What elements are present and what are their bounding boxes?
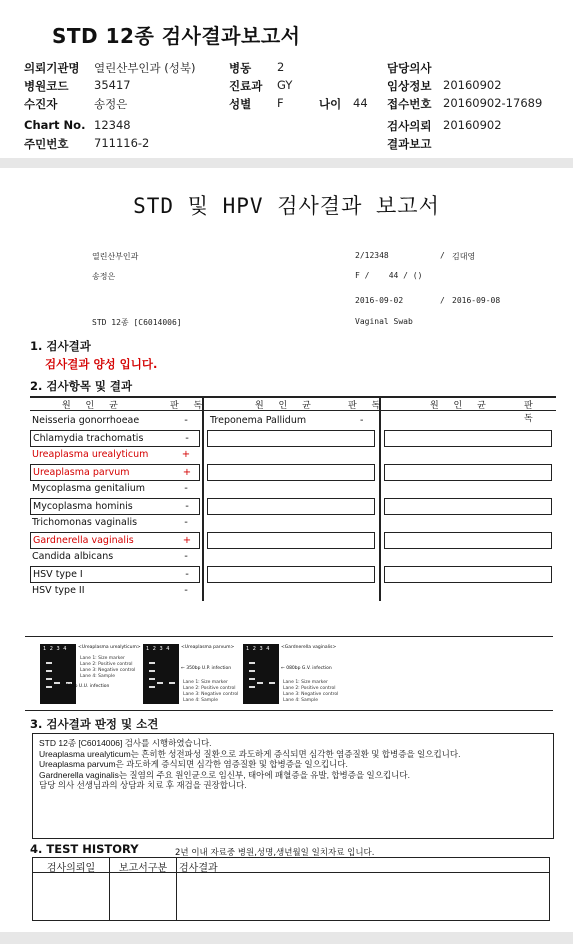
empty-result-box <box>384 532 552 549</box>
organism-result: + <box>182 535 192 546</box>
gel-panel <box>243 644 343 706</box>
label-patient: 수진자 <box>24 97 58 111</box>
gel-panel <box>143 644 243 706</box>
report-patient: 송정은 <box>92 272 116 281</box>
label-age: 나이 <box>319 97 342 111</box>
gel-band <box>269 682 275 684</box>
col1-header-organism: 원 인 균 <box>62 401 124 411</box>
gel-band <box>149 670 155 672</box>
gel-panel <box>40 644 140 706</box>
gel-band <box>257 682 263 684</box>
organism-row <box>30 464 200 481</box>
label-receipt-no: 접수번호 <box>387 97 432 111</box>
label-clinical-info: 임상정보 <box>387 79 432 93</box>
gel-band-label: ← 220bp U.U. infection <box>58 684 110 689</box>
organism-row <box>30 549 200 566</box>
history-note: 2년 이내 자료중 병원,성명,생년월일 일치자료 입니다. <box>175 848 375 858</box>
gel-legend-line: Lane 4: Sample <box>183 698 218 703</box>
section-3-title: 3. 검사결과 판정 및 소견 <box>30 717 159 731</box>
report-doctor: 김대영 <box>452 252 476 261</box>
col1-header-result: 판 독 <box>170 401 209 411</box>
gel-band <box>46 670 52 672</box>
gel-legend <box>80 656 135 680</box>
comment-box <box>32 733 554 839</box>
col2-row <box>210 413 375 429</box>
gel-image <box>40 644 76 704</box>
report-date1: 2016-09-02 <box>355 296 404 305</box>
gel-band <box>149 662 155 664</box>
gel-band <box>249 686 255 688</box>
organism-row <box>30 481 200 498</box>
bottom-bar <box>0 932 573 944</box>
organism-row <box>30 413 200 430</box>
organism-result: - <box>184 517 188 528</box>
organism-row <box>30 532 200 549</box>
section-1-title: 1. 검사결과 <box>30 339 91 353</box>
organism-result: - <box>184 585 188 596</box>
value-sex: F <box>277 96 284 110</box>
empty-result-box <box>207 532 375 549</box>
gel-band <box>249 670 255 672</box>
label-doctor: 담당의사 <box>387 61 432 75</box>
report-ward-chart: 2/12348 <box>355 251 389 260</box>
organism-name: Gardnerella vaginalis <box>33 535 134 546</box>
history-header-date: 검사의뢰일 <box>46 863 96 874</box>
gel-band <box>169 682 175 684</box>
label-request-date: 검사의뢰 <box>387 119 432 133</box>
gel-legend-line: Lane 1: Size marker <box>80 656 125 661</box>
value-hospital-code: 35417 <box>94 78 131 92</box>
section-divider <box>0 158 573 168</box>
lane-numbers: 1 2 3 4 <box>246 646 271 652</box>
overall-result: 검사결과 양성 입니다. <box>45 357 158 371</box>
label-department: 진료과 <box>229 79 263 93</box>
gel-band-label: ← 080bp G.V. infection <box>281 666 332 671</box>
report-date-sep: / <box>440 296 445 305</box>
gel-legend-line: Lane 3: Negative control <box>183 692 239 697</box>
gel-legend-line: Lane 1: Size marker <box>283 680 328 685</box>
organism-row <box>30 515 200 532</box>
gel-top-line <box>25 636 553 637</box>
organism-result: - <box>185 569 189 580</box>
organism-name: Chlamydia trachomatis <box>33 433 144 444</box>
gel-image <box>243 644 279 704</box>
organism-result: - <box>184 551 188 562</box>
report-specimen: Vaginal Swab <box>355 317 413 326</box>
empty-result-box <box>384 498 552 515</box>
gel-band <box>249 662 255 664</box>
comment-line: 담당 의사 선생님과의 상담과 치료 후 재검을 권장합니다. <box>39 780 247 790</box>
col2-header-organism: 원 인 균 <box>255 401 317 411</box>
value-resident-no: 711116-2 <box>94 136 150 150</box>
value-clinical-info: 20160902 <box>443 78 502 92</box>
value-patient: 송정은 <box>94 97 128 111</box>
organism-name: Ureaplasma urealyticum <box>32 449 149 460</box>
label-sex: 성별 <box>229 97 252 111</box>
value-ward: 2 <box>277 60 285 74</box>
gel-band <box>157 682 163 684</box>
organism-result: + <box>181 449 191 460</box>
report-doctor-sep: / <box>440 251 445 260</box>
result-table <box>30 396 556 606</box>
label-resident-no: 주민번호 <box>24 137 69 151</box>
organism-name: Neisseria gonorrhoeae <box>32 415 140 426</box>
label-chart-no: Chart No. <box>24 118 86 132</box>
organism-name: Candida albicans <box>32 551 114 562</box>
gel-caption: <Ureaplasma parvum> <box>181 645 235 650</box>
lane-numbers: 1 2 3 4 <box>43 646 68 652</box>
empty-result-box <box>207 464 375 481</box>
label-ward: 병동 <box>229 61 252 75</box>
organism-result: - <box>360 415 364 426</box>
organism-result: + <box>182 467 192 478</box>
history-header-type: 보고서구분 <box>118 863 168 874</box>
empty-result-box <box>207 498 375 515</box>
report-test-code: STD 12종 [C6014006] <box>92 318 182 327</box>
organism-name: Mycoplasma hominis <box>33 501 133 512</box>
organism-name: Treponema Pallidum <box>210 415 307 426</box>
gel-legend-line: Lane 4: Sample <box>283 698 318 703</box>
comment-line: Ureaplasma urealyticum는 흔히한 성전파성 질환으로 과도하게 증식되면 심각한 염증질환 및 합병증을 일으킵니다. <box>39 748 461 759</box>
gel-legend <box>183 680 238 704</box>
gel-band <box>149 678 155 680</box>
value-age: 44 <box>353 96 368 110</box>
gel-legend-line: Lane 2: Positive control <box>283 686 336 691</box>
comment-line: Ureaplasma parvum은 과도하게 증식되면 심각한 염증질환 및 합병증을 일으킵니다. <box>39 759 348 769</box>
gel-legend-line: Lane 2: Positive control <box>80 662 133 667</box>
header-col3 <box>387 60 567 154</box>
header-col1 <box>24 60 224 154</box>
col3-header-organism: 원 인 균 <box>430 401 492 411</box>
gel-band <box>46 662 52 664</box>
value-receipt-no: 20160902-17689 <box>443 96 543 110</box>
table-divider-1 <box>202 396 204 601</box>
comment-line: Gardnerella vaginalis는 질염의 주요 원인균으로 임신부, 태아에 패혈증을 유발, 합병증을 일으킵니다. <box>39 769 410 780</box>
gel-bottom-line <box>25 710 553 711</box>
report-date2: 2016-09-08 <box>452 296 501 305</box>
organism-name: HSV type II <box>32 585 85 596</box>
gel-legend-line: Lane 2: Positive control <box>183 686 236 691</box>
gel-legend-line: Lane 3: Negative control <box>283 692 339 697</box>
value-chart-no: 12348 <box>94 118 131 132</box>
organism-result: - <box>185 501 189 512</box>
label-result-report: 결과보고 <box>387 137 432 151</box>
organism-result: - <box>184 483 188 494</box>
gel-band-label: ← 350bp U.P. infection <box>181 666 232 671</box>
report-hospital: 열린산부인과 <box>92 252 139 261</box>
report-sex-age: F / 44 / () <box>355 271 423 280</box>
gel-legend-line: Lane 3: Negative control <box>80 668 136 673</box>
organism-name: HSV type I <box>33 569 83 580</box>
gel-image <box>143 644 179 704</box>
organism-row <box>30 583 200 600</box>
label-hospital-code: 병원코드 <box>24 79 69 93</box>
empty-result-box <box>207 430 375 447</box>
report-title: STD 12종 검사결과보고서 <box>52 24 301 48</box>
comment-line: STD 12종 [C6014006] 검사를 시행하였습니다. <box>39 738 212 748</box>
value-department: GY <box>277 78 293 92</box>
gel-caption: <Gardnerella vaginalis> <box>281 645 337 650</box>
value-institution: 열린산부인과 (성북) <box>94 61 196 75</box>
organism-row <box>30 447 200 464</box>
gel-legend-line: Lane 1: Size marker <box>183 680 228 685</box>
organism-row <box>30 498 200 515</box>
report-subtitle: STD 및 HPV 검사결과 보고서 <box>133 194 440 218</box>
col1-rows <box>30 413 200 600</box>
table-divider-2 <box>379 396 381 601</box>
gel-band <box>249 678 255 680</box>
history-table <box>32 857 550 921</box>
empty-result-box <box>384 566 552 583</box>
organism-row <box>30 430 200 447</box>
empty-result-box <box>384 464 552 481</box>
label-institution: 의뢰기관명 <box>24 61 80 75</box>
history-header-result: 검사결과 <box>179 863 218 874</box>
section-4-title: 4. TEST HISTORY <box>30 842 139 856</box>
empty-result-box <box>207 566 375 583</box>
organism-name: Ureaplasma parvum <box>33 467 130 478</box>
gel-band <box>149 686 155 688</box>
comment-text <box>39 738 547 791</box>
col3-header-result: 판 독 <box>524 401 539 424</box>
organism-result: - <box>184 415 188 426</box>
col2-header-result: 판 독 <box>348 401 387 411</box>
history-divider-2 <box>176 858 177 920</box>
organism-name: Mycoplasma genitalium <box>32 483 146 494</box>
gel-legend-line: Lane 4: Sample <box>80 674 115 679</box>
organism-row <box>30 566 200 583</box>
gel-band <box>46 686 52 688</box>
empty-result-box <box>384 430 552 447</box>
lane-numbers: 1 2 3 4 <box>146 646 171 652</box>
section-2-title: 2. 검사항목 및 결과 <box>30 379 133 393</box>
gel-band <box>46 678 52 680</box>
header-col2 <box>229 60 379 114</box>
organism-name: Trichomonas vaginalis <box>32 517 138 528</box>
value-request-date: 20160902 <box>443 118 502 132</box>
gel-caption: <Ureaplasma urealyticum> <box>78 645 141 650</box>
organism-result: - <box>185 433 189 444</box>
gel-legend <box>283 680 338 704</box>
